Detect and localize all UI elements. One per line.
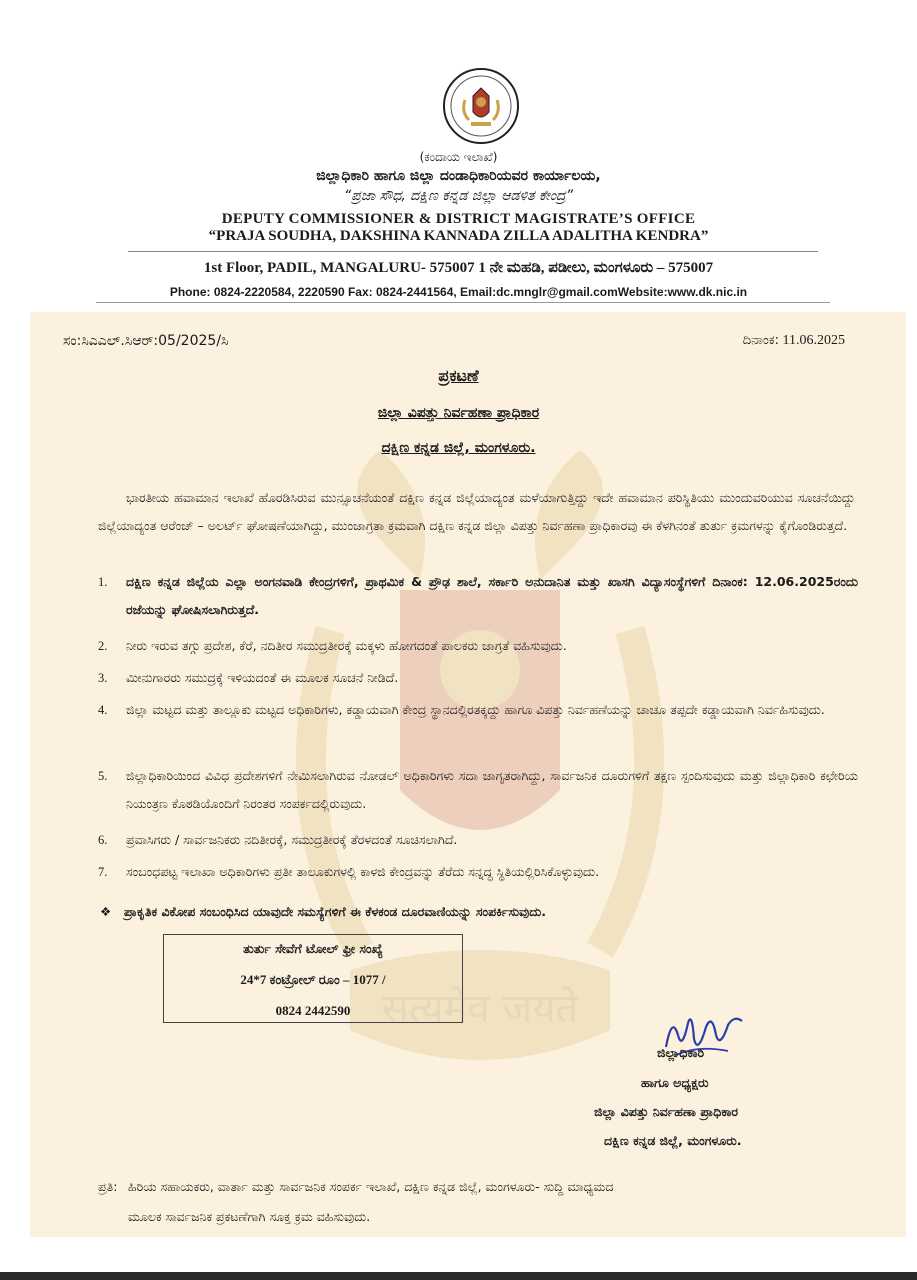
reference-number: ಸಂ:ಸಿಎಎಲ್.ಸಿಆರ್:05/2025/ಸಿ	[63, 333, 229, 349]
intro-paragraph: ಭಾರತೀಯ ಹವಾಮಾನ ಇಲಾಖೆ ಹೊರಡಿಸಿರುವ ಮುನ್ಸೂಚನೆಯಂತೆ ದಕ್ಷಿಣ ಕನ್ನಡ ಜಿಲ್ಲೆಯಾದ್ಯಂತ ಮಳೆಯಾಗುತ್ತಿದ್ದು ಇದೇ ಹವಾಮಾನ ಪರಿಸ್ಥಿತಿಯು ಮುಂದುವರಿಯುವ ಸೂಚನೆಯಿದ್ದು ಜಿಲ್ಲೆಯಾದ್ಯಂತ ಆರೆಂಜ್ – ಅಲರ್ಟ್ ಘೋಷಣೆಯಾಗಿದ್ದು, ಮುಂಜಾಗ್ರತಾ ಕ್ರಮವಾಗಿ ದಕ್ಷಿಣ ಕನ್ನಡ ಜಿಲ್ಲಾ ವಿಪತ್ತು ನಿರ್ವಹಣಾ ಪ್ರಾಧಿಕಾರವು ಈ ಕೆಳಗಿನಂತೆ ತುರ್ತು ಕ್ರಮಗಳನ್ನು ಕೈಗೊಂಡಿರುತ್ತದೆ.	[98, 490, 855, 533]
item-text: ಪ್ರವಾಸಿಗರು / ಸಾರ್ವಜನಿಕರು ನದಿತೀರಕ್ಕೆ, ಸಮುದ್ರತೀರಕ್ಕೆ ತೆರಳದಂತೆ ಸೂಚಿಸಲಾಗಿದೆ.	[126, 832, 458, 847]
office-address-english: “PRAJA SOUDHA, DAKSHINA KANNADA ZILLA ADALITHA KENDRA”	[208, 228, 709, 244]
list-item	[98, 664, 858, 692]
list-item	[98, 568, 858, 624]
contact-details: Phone: 0824-2220584, 2220590 Fax: 0824-2441564, Email:dc.mnglr@gmail.comWebsite:www.dk.nic.in	[169, 285, 748, 299]
authority-location: ದಕ್ಷಿಣ ಕನ್ನಡ ಜಿಲ್ಲೆ, ಮಂಗಳೂರು.	[381, 440, 536, 456]
item-text: ಮೀನುಗಾರರು ಸಮುದ್ರಕ್ಕೆ ಇಳಿಯದಂತೆ ಈ ಮೂಲಕ ಸೂಚನೆ ನೀಡಿದೆ.	[126, 670, 399, 685]
list-item	[98, 696, 858, 724]
item-number: 6.	[98, 833, 108, 847]
copy-to	[98, 1172, 803, 1232]
signatory-title: ಜಿಲ್ಲಾಧಿಕಾರಿ	[657, 1045, 705, 1060]
floor-address: 1st Floor, PADIL, MANGALURU- 575007 1 ನೇ ಮಹಡಿ, ಪಡೀಲು, ಮಂಗಳೂರು – 575007	[203, 260, 714, 276]
item-text: ಜಿಲ್ಲಾ ಮಟ್ಟದ ಮತ್ತು ತಾಲ್ಲೂಕು ಮಟ್ಟದ ಅಧಿಕಾರಿಗಳು, ಕಡ್ಡಾಯವಾಗಿ ಕೇಂದ್ರ ಸ್ಥಾನದಲ್ಲಿರತಕ್ಕದ್ದು ಹಾಗೂ ವಿಪತ್ತು ನಿರ್ವಹಣೆಯನ್ನು ಚಾಚೂ ತಪ್ಪದೇ ಕಡ್ಡಾಯವಾಗಿ ನಿರ್ವಹಿಸುವುದು.	[126, 702, 825, 717]
office-name-kannada: ಜಿಲ್ಲಾಧಿಕಾರಿ ಹಾಗೂ ಜಿಲ್ಲಾ ದಂಡಾಧಿಕಾರಿಯವರ ಕಾರ್ಯಾಲಯ,	[316, 168, 601, 184]
list-item	[98, 762, 858, 818]
contact-divider	[96, 302, 830, 303]
helpline-label: ತುರ್ತು ಸೇವೆಗೆ ಟೋಲ್ ಫ್ರೀ ಸಂಖ್ಯೆ	[243, 941, 383, 956]
helpline-box	[163, 934, 463, 1023]
item-number: 7.	[98, 865, 108, 879]
item-number: 2.	[98, 639, 108, 653]
list-item	[98, 858, 858, 886]
signatory-location: ದಕ್ಷಿಣ ಕನ್ನಡ ಜಿಲ್ಲೆ, ಮಂಗಳೂರು.	[604, 1133, 742, 1148]
helpline-phone: 0824 2442590	[275, 1003, 351, 1018]
header-divider	[128, 251, 818, 252]
letterhead	[0, 0, 917, 312]
watermark-motto: सत्यमेव जयते	[381, 986, 579, 1032]
item-text: ಸಂಬಂಧಪಟ್ಟ ಇಲಾಖಾ ಅಧಿಕಾರಿಗಳು ಪ್ರತೀ ತಾಲೂಕುಗಳಲ್ಲಿ ಕಾಳಜಿ ಕೇಂದ್ರವನ್ನು ತೆರೆದು ಸನ್ನದ್ಧ ಸ್ಥಿತಿಯಲ್ಲಿರಿಸಿಕೊಳ್ಳುವುದು.	[126, 864, 600, 879]
copy-to-line1: ಹಿರಿಯ ಸಹಾಯಕರು, ವಾರ್ತಾ ಮತ್ತು ಸಾರ್ವಜನಿಕ ಸಂಪರ್ಕ ಇಲಾಖೆ, ದಕ್ಷಿಣ ಕನ್ನಡ ಜಿಲ್ಲೆ, ಮಂಗಳೂರು- ಸುದ್ದಿ ಮಾಧ್ಯಮದ	[128, 1179, 614, 1194]
bottom-edge	[0, 1272, 917, 1280]
copy-to-label: ಪ್ರತಿ:	[98, 1179, 118, 1194]
contact-note	[100, 904, 546, 920]
karnataka-emblem-icon	[441, 66, 521, 146]
office-name-english: DEPUTY COMMISSIONER & DISTRICT MAGISTRATE’S OFFICE	[221, 211, 696, 227]
office-address-kannada: “ಪ್ರಜಾ ಸೌಧ, ದಕ್ಷಿಣ ಕನ್ನಡ ಜಿಲ್ಲಾ ಆಡಳಿತ ಕೇಂದ್ರ”	[344, 188, 573, 204]
item-text: ನೀರು ಇರುವ ತಗ್ಗು ಪ್ರದೇಶ, ಕೆರೆ, ನದಿತೀರ ಸಮುದ್ರತೀರಕ್ಕೆ ಮಕ್ಕಳು ಹೋಗದಂತೆ ಪಾಲಕರು ಜಾಗ್ರತೆ ವಹಿಸುವುದು.	[126, 638, 567, 653]
item-text: ಜಿಲ್ಲಾಧಿಕಾರಿಯಿಂದ ವಿವಿಧ ಪ್ರದೇಶಗಳಿಗೆ ನೇಮಿಸಲಾಗಿರುವ ನೋಡಲ್ ಅಧಿಕಾರಿಗಳು ಸದಾ ಜಾಗೃತರಾಗಿದ್ದು, ಸಾರ್ವಜನಿಕ ದೂರುಗಳಿಗೆ ತಕ್ಷಣ ಸ್ಪಂದಿಸುವುದು ಮತ್ತು ಜಿಲ್ಲಾಧಿಕಾರಿ ಕಛೇರಿಯ ನಿಯಂತ್ರಣ ಕೊಠಡಿಯೊಂದಿಗೆ ನಿರಂತರ ಸಂಪರ್ಕದಲ್ಲಿರುವುದು.	[126, 768, 858, 811]
copy-to-line2: ಮೂಲಕ ಸಾರ್ವಜನಿಕ ಪ್ರಕಟಣೆಗಾಗಿ ಸೂಕ್ತ ಕ್ರಮ ವಹಿಸುವುದು.	[128, 1209, 371, 1224]
notice-title: ಪ್ರಕಟಣೆ	[438, 366, 479, 385]
diamond-bullet-icon: ❖	[100, 904, 112, 919]
signatory-role: ಹಾಗೂ ಅಧ್ಯಕ್ಷರು	[641, 1075, 709, 1090]
notice-date	[743, 333, 845, 349]
authority-name: ಜಿಲ್ಲಾ ವಿಪತ್ತು ನಿರ್ವಹಣಾ ಪ್ರಾಧಿಕಾರ	[377, 405, 540, 421]
signatory-authority: ಜಿಲ್ಲಾ ವಿಪತ್ತು ನಿರ್ವಹಣಾ ಪ್ರಾಧಿಕಾರ	[594, 1104, 739, 1119]
item-number: 3.	[98, 671, 108, 685]
date-value: 11.06.2025	[782, 333, 845, 348]
item-number: 5.	[98, 769, 108, 783]
date-label: ದಿನಾಂಕ:	[742, 333, 780, 348]
contact-note-text: ಪ್ರಾಕೃತಿಕ ವಿಕೋಪ ಸಂಬಂಧಿಸಿದ ಯಾವುದೇ ಸಮಸ್ಯೆಗಳಿಗೆ ಈ ಕೆಳಕಂಡ ದೂರವಾಣಿಯನ್ನು ಸಂಪರ್ಕಿಸುವುದು.	[124, 904, 547, 919]
list-item	[98, 826, 858, 854]
list-item	[98, 632, 858, 660]
item-number: 1.	[98, 575, 108, 589]
item-number: 4.	[98, 703, 108, 717]
helpline-control-room: 24*7 ಕಂಟ್ರೋಲ್ ರೂಂ – 1077 /	[240, 972, 386, 987]
item-text: ದಕ್ಷಿಣ ಕನ್ನಡ ಜಿಲ್ಲೆಯ ಎಲ್ಲಾ ಅಂಗನವಾಡಿ ಕೇಂದ್ರಗಳಿಗೆ, ಪ್ರಾಥಮಿಕ & ಪ್ರೌಢ ಶಾಲೆ, ಸರ್ಕಾರಿ ಅನುದಾನಿತ ಮತ್ತು ಖಾಸಗಿ ವಿದ್ಯಾಸಂಸ್ಥೆಗಳಿಗೆ ದಿನಾಂಕ: 12.06.2025ರಂದು ರಜೆಯನ್ನು ಘೋಷಿಸಲಾಗಿರುತ್ತದೆ.	[126, 574, 858, 617]
department-label: (ಕಂದಾಯ ಇಲಾಖೆ)	[419, 150, 498, 164]
